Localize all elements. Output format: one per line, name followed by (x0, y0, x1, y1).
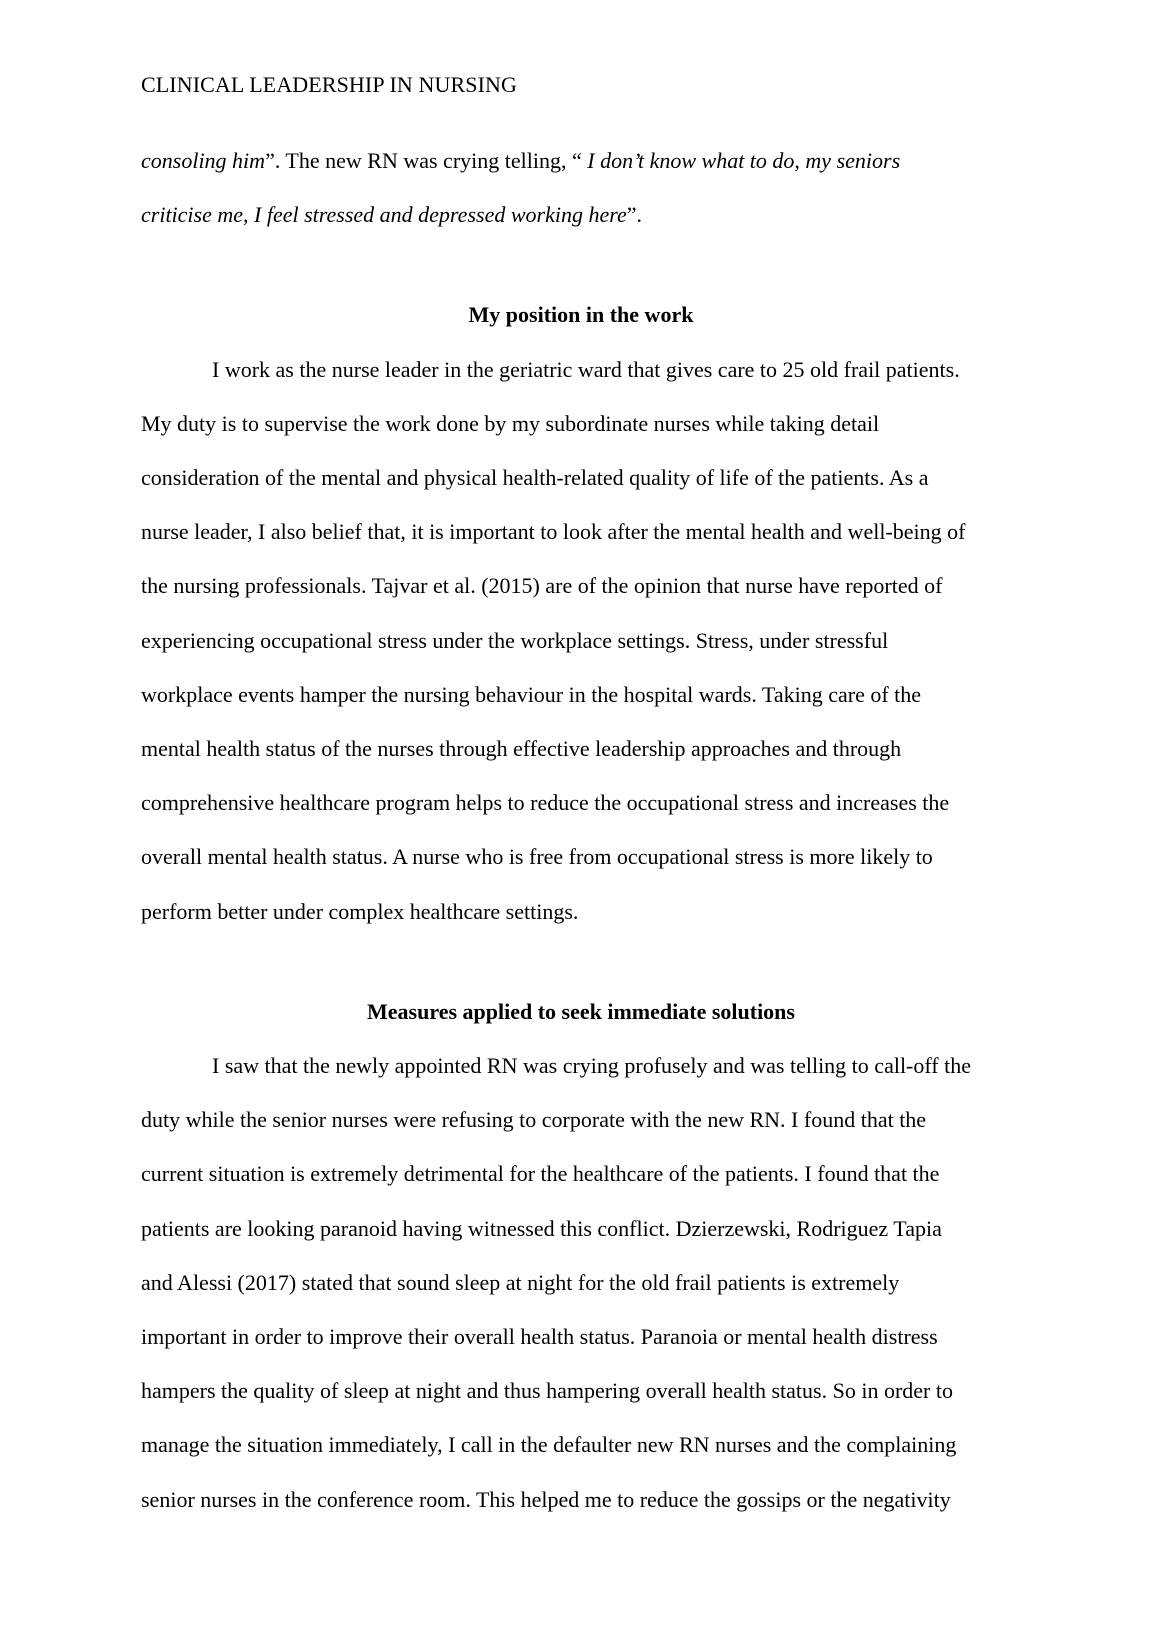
paragraph-line: patients are looking paranoid having witnessed this conflict. Dzierzewski, Rodriguez Tapia (141, 1215, 942, 1241)
paragraph-line: experiencing occupational stress under the workplace settings. Stress, under stressful (141, 627, 889, 653)
paragraph-line: nurse leader, I also belief that, it is important to look after the mental health and well-being of (141, 519, 966, 545)
text-fragment: ”. The new RN was crying telling, “ (265, 148, 588, 173)
paragraph-line: My duty is to supervise the work done by my subordinate nurses while taking detail (141, 410, 880, 436)
paragraph-line: I saw that the newly appointed RN was crying profusely and was telling to call-off the (212, 1053, 972, 1079)
paragraph-line: hampers the quality of sleep at night and thus hampering overall health status. So in order to (141, 1378, 953, 1404)
paragraph-line: I work as the nurse leader in the geriatric ward that gives care to 25 old frail patients. (212, 356, 960, 382)
quote-fragment: I don’t know what to do, my seniors (587, 148, 901, 173)
intro-line-1 (141, 134, 1021, 188)
section-heading-position: My position in the work (468, 302, 694, 328)
paragraph-line: duty while the senior nurses were refusing to corporate with the new RN. I found that the (141, 1107, 927, 1133)
paragraph-line: current situation is extremely detrimental for the healthcare of the patients. I found that the (141, 1161, 940, 1187)
section-spacer (141, 939, 1021, 985)
paragraph-line: mental health status of the nurses through effective leadership approaches and through (141, 736, 902, 762)
running-head: CLINICAL LEADERSHIP IN NURSING (141, 72, 517, 97)
intro-line-2 (141, 188, 1021, 242)
document-body (141, 134, 1021, 1527)
paragraph-line: important in order to improve their overall health status. Paranoia or mental health distress (141, 1324, 938, 1350)
paragraph-line: overall mental health status. A nurse who is free from occupational stress is more likely to (141, 844, 933, 870)
quote-fragment: criticise me, I feel stressed and depressed working here (141, 202, 627, 228)
paragraph-line: manage the situation immediately, I call in the defaulter new RN nurses and the complaining (141, 1432, 957, 1458)
paragraph-line: comprehensive healthcare program helps to reduce the occupational stress and increases the (141, 790, 950, 816)
text-fragment: ”. (626, 202, 642, 228)
section-spacer (141, 242, 1021, 288)
quote-fragment: consoling him (141, 148, 266, 173)
section-heading-measures: Measures applied to seek immediate solutions (367, 998, 795, 1024)
paragraph-line: senior nurses in the conference room. This helped me to reduce the gossips or the negativity (141, 1486, 951, 1512)
paragraph-line: perform better under complex healthcare settings. (141, 898, 579, 924)
paragraph-line: consideration of the mental and physical health-related quality of life of the patients. As a (141, 465, 929, 491)
paragraph-line: workplace events hamper the nursing behaviour in the hospital wards. Taking care of the (141, 681, 922, 707)
paragraph-position (141, 343, 1021, 939)
paragraph-line: and Alessi (2017) stated that sound sleep at night for the old frail patients is extremely (141, 1269, 900, 1295)
paragraph-measures (141, 1039, 1021, 1527)
paragraph-line: the nursing professionals. Tajvar et al. (2015) are of the opinion that nurse have reported of (141, 573, 943, 599)
intro-paragraph (141, 134, 1021, 242)
